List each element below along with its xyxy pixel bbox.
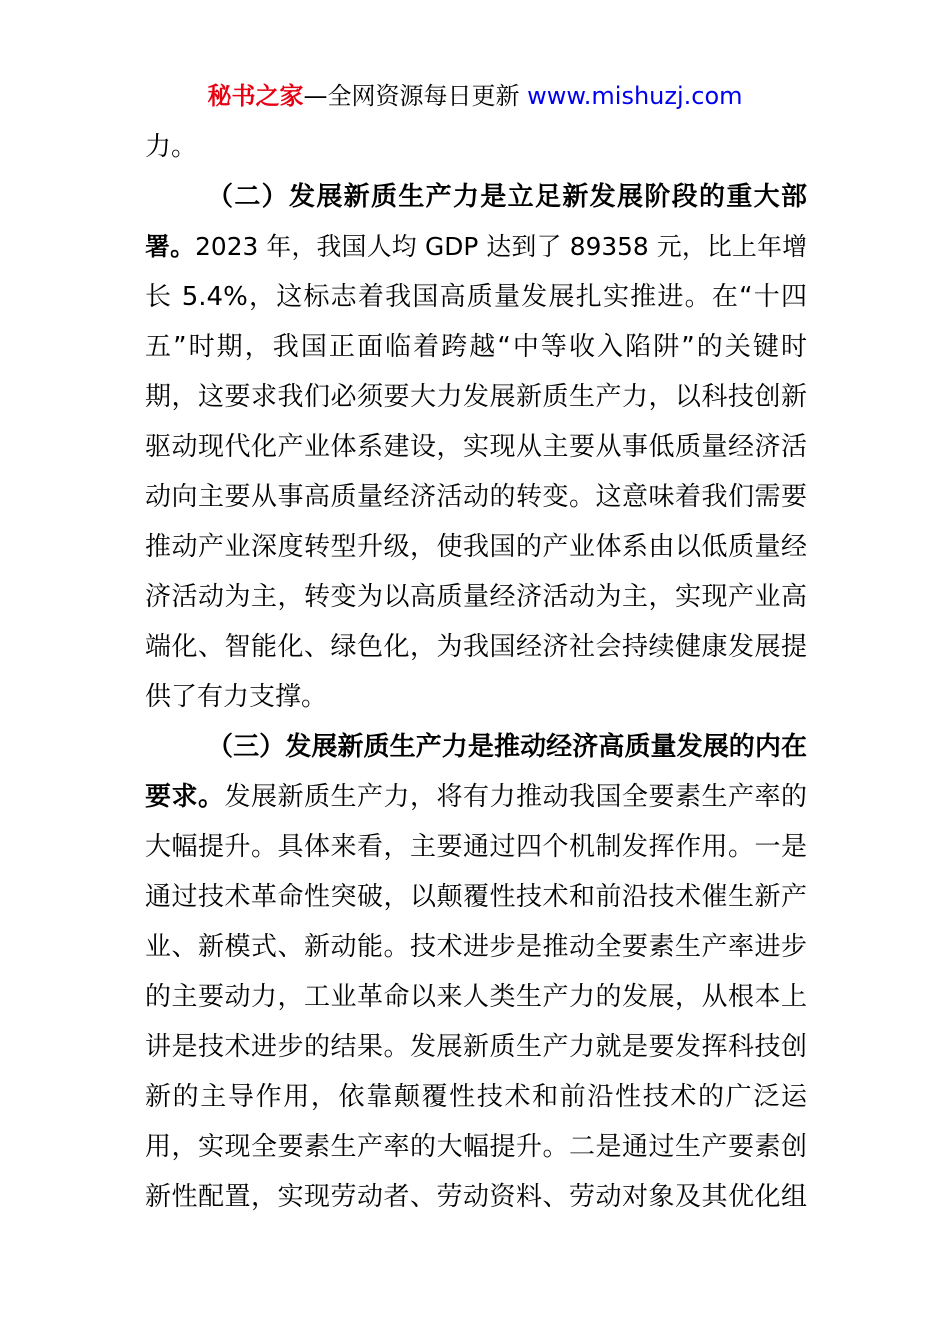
- line-text: 推动产业深度转型升级，使我国的产业体系由以低质量经: [145, 532, 807, 562]
- text-line: [145, 972, 807, 1022]
- section-heading-3: [145, 722, 807, 772]
- line-text: 力。: [145, 132, 198, 162]
- brand-name: 秘书之家: [207, 82, 304, 110]
- line-text: 2023 年，我国人均 GDP 达到了 89358 元，比上年增: [195, 232, 807, 261]
- text-line: [145, 672, 807, 722]
- text-line: [145, 322, 807, 372]
- line-text: 的主要动力，工业革命以来人类生产力的发展，从根本上: [145, 982, 807, 1012]
- line-text: 期，这要求我们必须要大力发展新质生产力，以科技创新: [145, 382, 807, 412]
- line-text: 驱动现代化产业体系建设，实现从主要从事低质量经济活: [145, 432, 807, 462]
- text-line: [145, 622, 807, 672]
- text-line: [145, 1122, 807, 1172]
- line-text: 长 5.4%，这标志着我国高质量发展扎实推进。在“十四: [145, 282, 807, 312]
- heading-text: 署。: [145, 232, 196, 261]
- page-header: [0, 80, 950, 112]
- text-line: [145, 772, 807, 822]
- text-line: [145, 272, 807, 322]
- text-line: [145, 922, 807, 972]
- text-line: [145, 372, 807, 422]
- header-tagline: —全网资源每日更新: [303, 82, 520, 110]
- section-heading-2: [145, 172, 807, 222]
- line-text: 发展新质生产力，将有力推动我国全要素生产率的: [224, 782, 807, 812]
- line-text: 讲是技术进步的结果。发展新质生产力就是要发挥科技创: [145, 1032, 807, 1062]
- line-text: 济活动为主，转变为以高质量经济活动为主，实现产业高: [145, 582, 807, 612]
- line-text: 供了有力支撑。: [145, 682, 328, 712]
- line-text: 动向主要从事高质量经济活动的转变。这意味着我们需要: [145, 482, 807, 512]
- line-text: 通过技术革命性突破，以颠覆性技术和前沿技术催生新产: [145, 882, 807, 912]
- line-text: 业、新模式、新动能。技术进步是推动全要素生产率进步: [145, 932, 807, 962]
- text-line: [145, 572, 807, 622]
- heading-text: 要求。: [145, 782, 225, 812]
- text-line: [145, 122, 807, 172]
- line-text: 五”时期，我国正面临着跨越“中等收入陷阱”的关键时: [145, 332, 807, 362]
- text-line: [145, 1022, 807, 1072]
- text-line: [145, 1072, 807, 1122]
- heading-text: （二）发展新质生产力是立足新发展阶段的重大部: [207, 182, 807, 212]
- text-line: [145, 222, 807, 272]
- text-line: [145, 872, 807, 922]
- document-body: [145, 122, 807, 1222]
- heading-text: （三）发展新质生产力是推动经济高质量发展的内在: [207, 732, 807, 762]
- text-line: [145, 472, 807, 522]
- line-text: 新性配置，实现劳动者、劳动资料、劳动对象及其优化组: [145, 1182, 807, 1212]
- line-text: 大幅提升。具体来看，主要通过四个机制发挥作用。一是: [145, 832, 807, 862]
- text-line: [145, 422, 807, 472]
- text-line: [145, 1172, 807, 1222]
- line-text: 用，实现全要素生产率的大幅提升。二是通过生产要素创: [145, 1132, 807, 1162]
- text-line: [145, 822, 807, 872]
- line-text: 端化、智能化、绿色化，为我国经济社会持续健康发展提: [145, 632, 807, 662]
- line-text: 新的主导作用，依靠颠覆性技术和前沿性技术的广泛运: [145, 1082, 807, 1112]
- site-url-link[interactable]: www.mishuzj.com: [527, 82, 743, 110]
- text-line: [145, 522, 807, 572]
